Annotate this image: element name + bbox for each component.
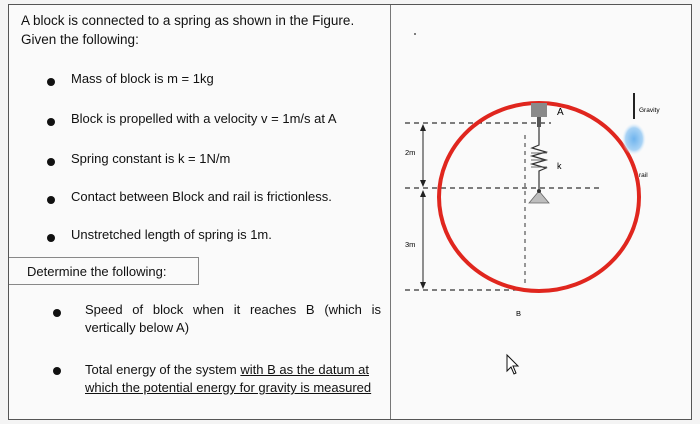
bullet-4 [47,196,55,204]
bullet-5 [47,234,55,242]
bullet-q1 [53,309,61,317]
mouse-cursor-icon [507,355,518,374]
question-1: Speed of block when it reaches B (which is vertically below A) [85,302,381,335]
dimension-arrowhead [420,124,426,131]
gravity-glow [622,123,646,155]
figure-panel [391,5,692,419]
problem-intro [21,11,354,49]
dimension-arrowhead [420,282,426,289]
question-2-underlined: with B as the datum at which the potential energy for gravity is measured [85,362,372,395]
label-gravity: Gravity [639,107,660,114]
document-frame [8,4,692,420]
label-b: B [516,309,522,318]
label-a: A [557,107,564,118]
pivot-point [537,189,541,193]
given-spring-constant: Spring constant is k = 1N/m [71,151,231,166]
label-rail: rail [639,172,648,179]
label-3m: 3m [405,240,416,249]
spring-rod [537,117,541,127]
block-a [531,103,547,117]
given-velocity: Block is propelled with a velocity v = 1m/s at A [71,111,337,126]
bullet-3 [47,158,55,166]
label-2m: 2m [405,148,416,157]
intro-line-1: A block is connected to a spring as shown in the Figure. [21,13,355,28]
question-2-text: Total energy of the system [85,362,241,377]
bullet-2 [47,118,55,126]
given-frictionless: Contact between Block and rail is frictionless. [71,189,332,204]
text-column [9,5,391,419]
dimension-arrowhead [420,180,426,187]
small-dot [414,33,416,35]
question-2 [85,361,381,397]
bullet-1 [47,78,55,86]
given-unstretched-length: Unstretched length of spring is 1m. [71,227,272,242]
label-k: k [557,161,562,171]
dimension-arrowhead [420,190,426,197]
intro-line-2: Given the following: [21,32,139,47]
gravity-bar [633,93,635,119]
given-mass: Mass of block is m = 1kg [71,71,214,86]
determine-heading: Determine the following: [27,264,167,279]
spring-rail-figure [391,5,692,420]
spring [532,127,546,189]
bullet-q2 [53,367,61,375]
determine-box [9,257,199,285]
